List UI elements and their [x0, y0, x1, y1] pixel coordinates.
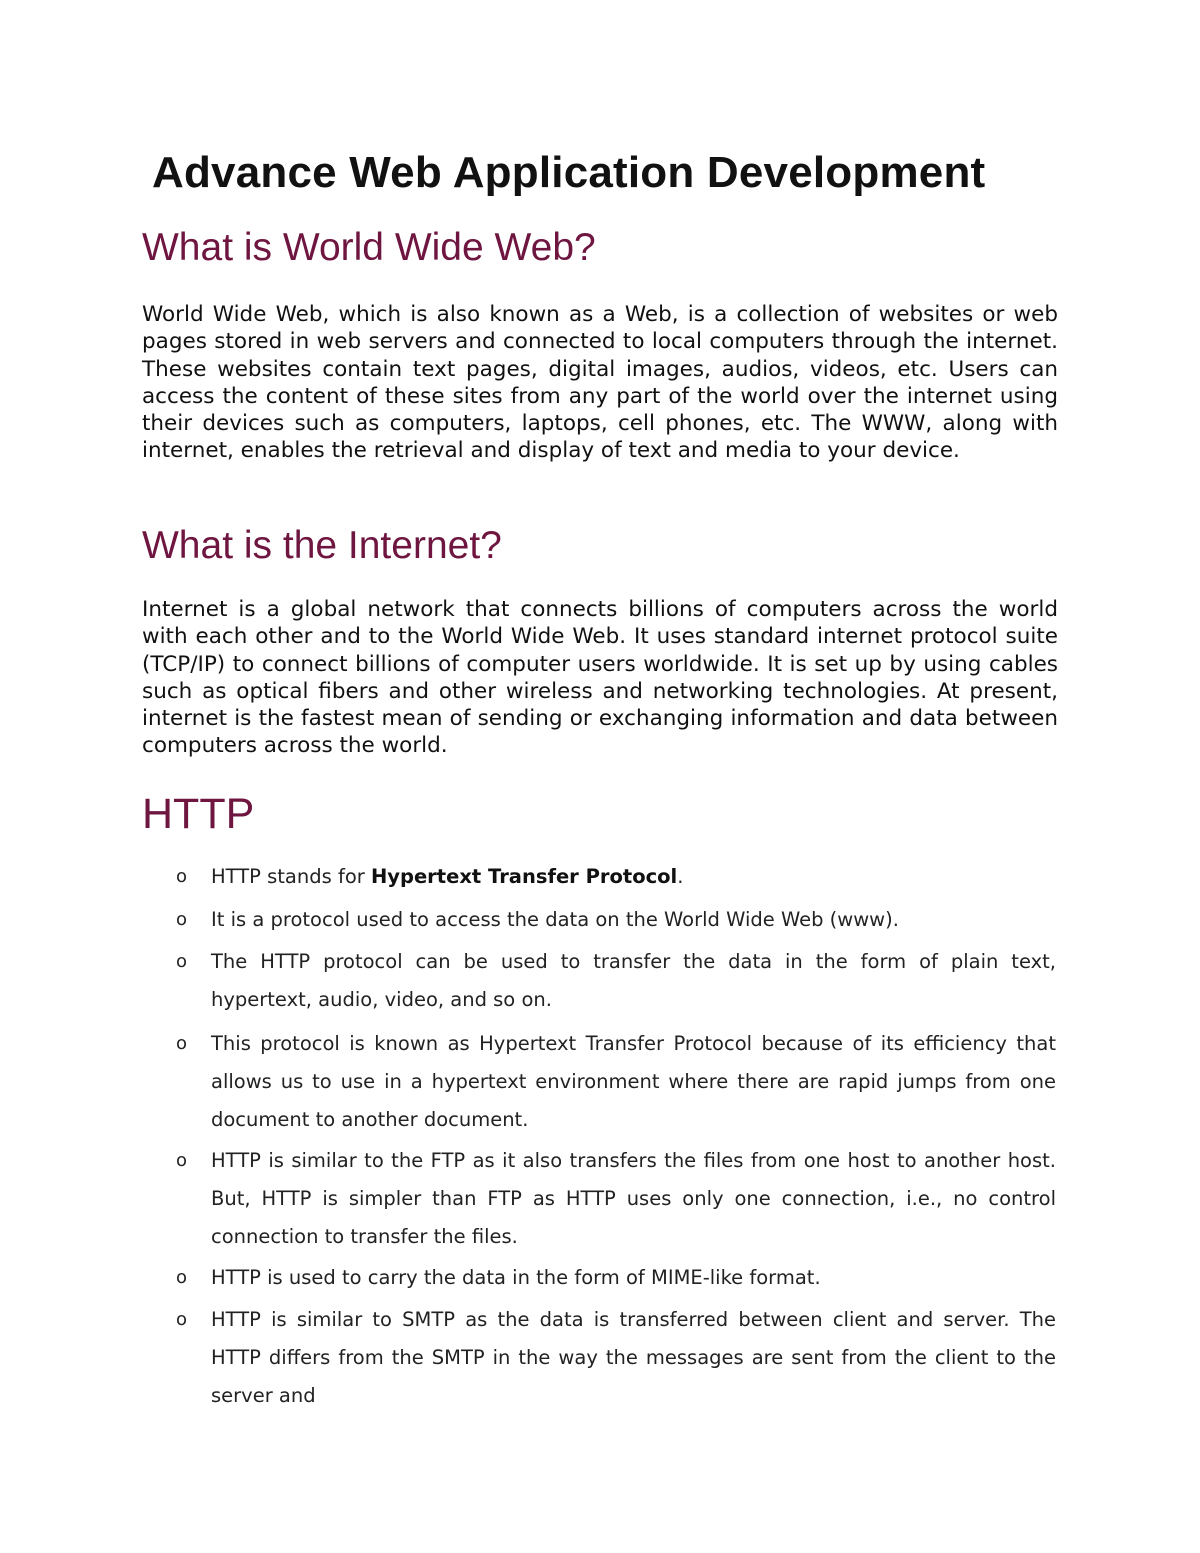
document-title: Advance Web Application Development — [152, 148, 986, 197]
list-item-text: The HTTP protocol can be used to transfer the data in the form of plain text, hypertext, audio, video, and so on. — [211, 950, 1056, 1011]
bullet-marker-icon: o — [176, 866, 188, 887]
list-item — [0, 943, 1200, 1025]
list-item-text: This protocol is known as Hypertext Transfer Protocol because of its efficiency that allows us to use in a hypertext environment where there are rapid jumps from one document to another document. — [211, 1031, 1056, 1131]
heading-internet: What is the Internet? — [142, 524, 502, 567]
list-item-text: HTTP is used to carry the data in the form of MIME-like format. — [211, 1265, 821, 1289]
list-item-text — [211, 858, 1056, 896]
list-item-text: HTTP is similar to the FTP as it also transfers the files from one host to another host. But, HTTP is simpler than FTP as HTTP uses only one connection, i.e., no control connection to transfer the files. — [211, 1148, 1056, 1248]
list-item — [0, 858, 1200, 901]
list-item — [0, 1301, 1200, 1421]
bullet-marker-icon: o — [176, 951, 188, 972]
list-item — [0, 901, 1200, 944]
bullet-marker-icon: o — [176, 908, 188, 930]
list-item-text-bold: Hypertext Transfer Protocol — [370, 865, 678, 888]
list-item-text: HTTP is similar to SMTP as the data is transferred between client and server. The HTTP differs from the SMTP in the way the messages are sent from the client to the server and — [211, 1308, 1056, 1407]
bullet-marker-icon: o — [176, 1149, 188, 1171]
paragraph-internet: Internet is a global network that connects billions of computers across the world with each other and to the World Wide Web. It uses standard internet protocol suite (TCP/IP) to connect billions of computer users worldwide. It is set up by using cables such as optical fibers and other wireless and networking technologies. At present, internet is the fastest mean of sending or exchanging information and data between computers across the world. — [142, 597, 1058, 759]
heading-http: HTTP — [142, 790, 255, 838]
list-item-text: It is a protocol used to access the data on the World Wide Web (www). — [211, 907, 899, 931]
list-item-text-post: . — [677, 865, 684, 888]
list-item — [0, 1025, 1200, 1142]
http-bullet-list — [0, 858, 1200, 1421]
bullet-marker-icon: o — [176, 1032, 188, 1054]
heading-www: What is World Wide Web? — [142, 226, 596, 269]
bullet-marker-icon: o — [176, 1266, 188, 1288]
list-item — [0, 1142, 1200, 1259]
list-item-text-pre: HTTP stands for — [211, 865, 371, 888]
bullet-marker-icon: o — [176, 1309, 188, 1330]
list-item — [0, 1259, 1200, 1302]
paragraph-www: World Wide Web, which is also known as a Web, is a collection of websites or web pages stored in web servers and connected to local computers through the internet. These websites contain text pages, digital images, audios, videos, etc. Users can access the content of these sites from any part of the world over the internet using their devices such as computers, laptops, cell phones, etc. The WWW, along with internet, enables the retrieval and display of text and media to your device. — [142, 302, 1058, 464]
